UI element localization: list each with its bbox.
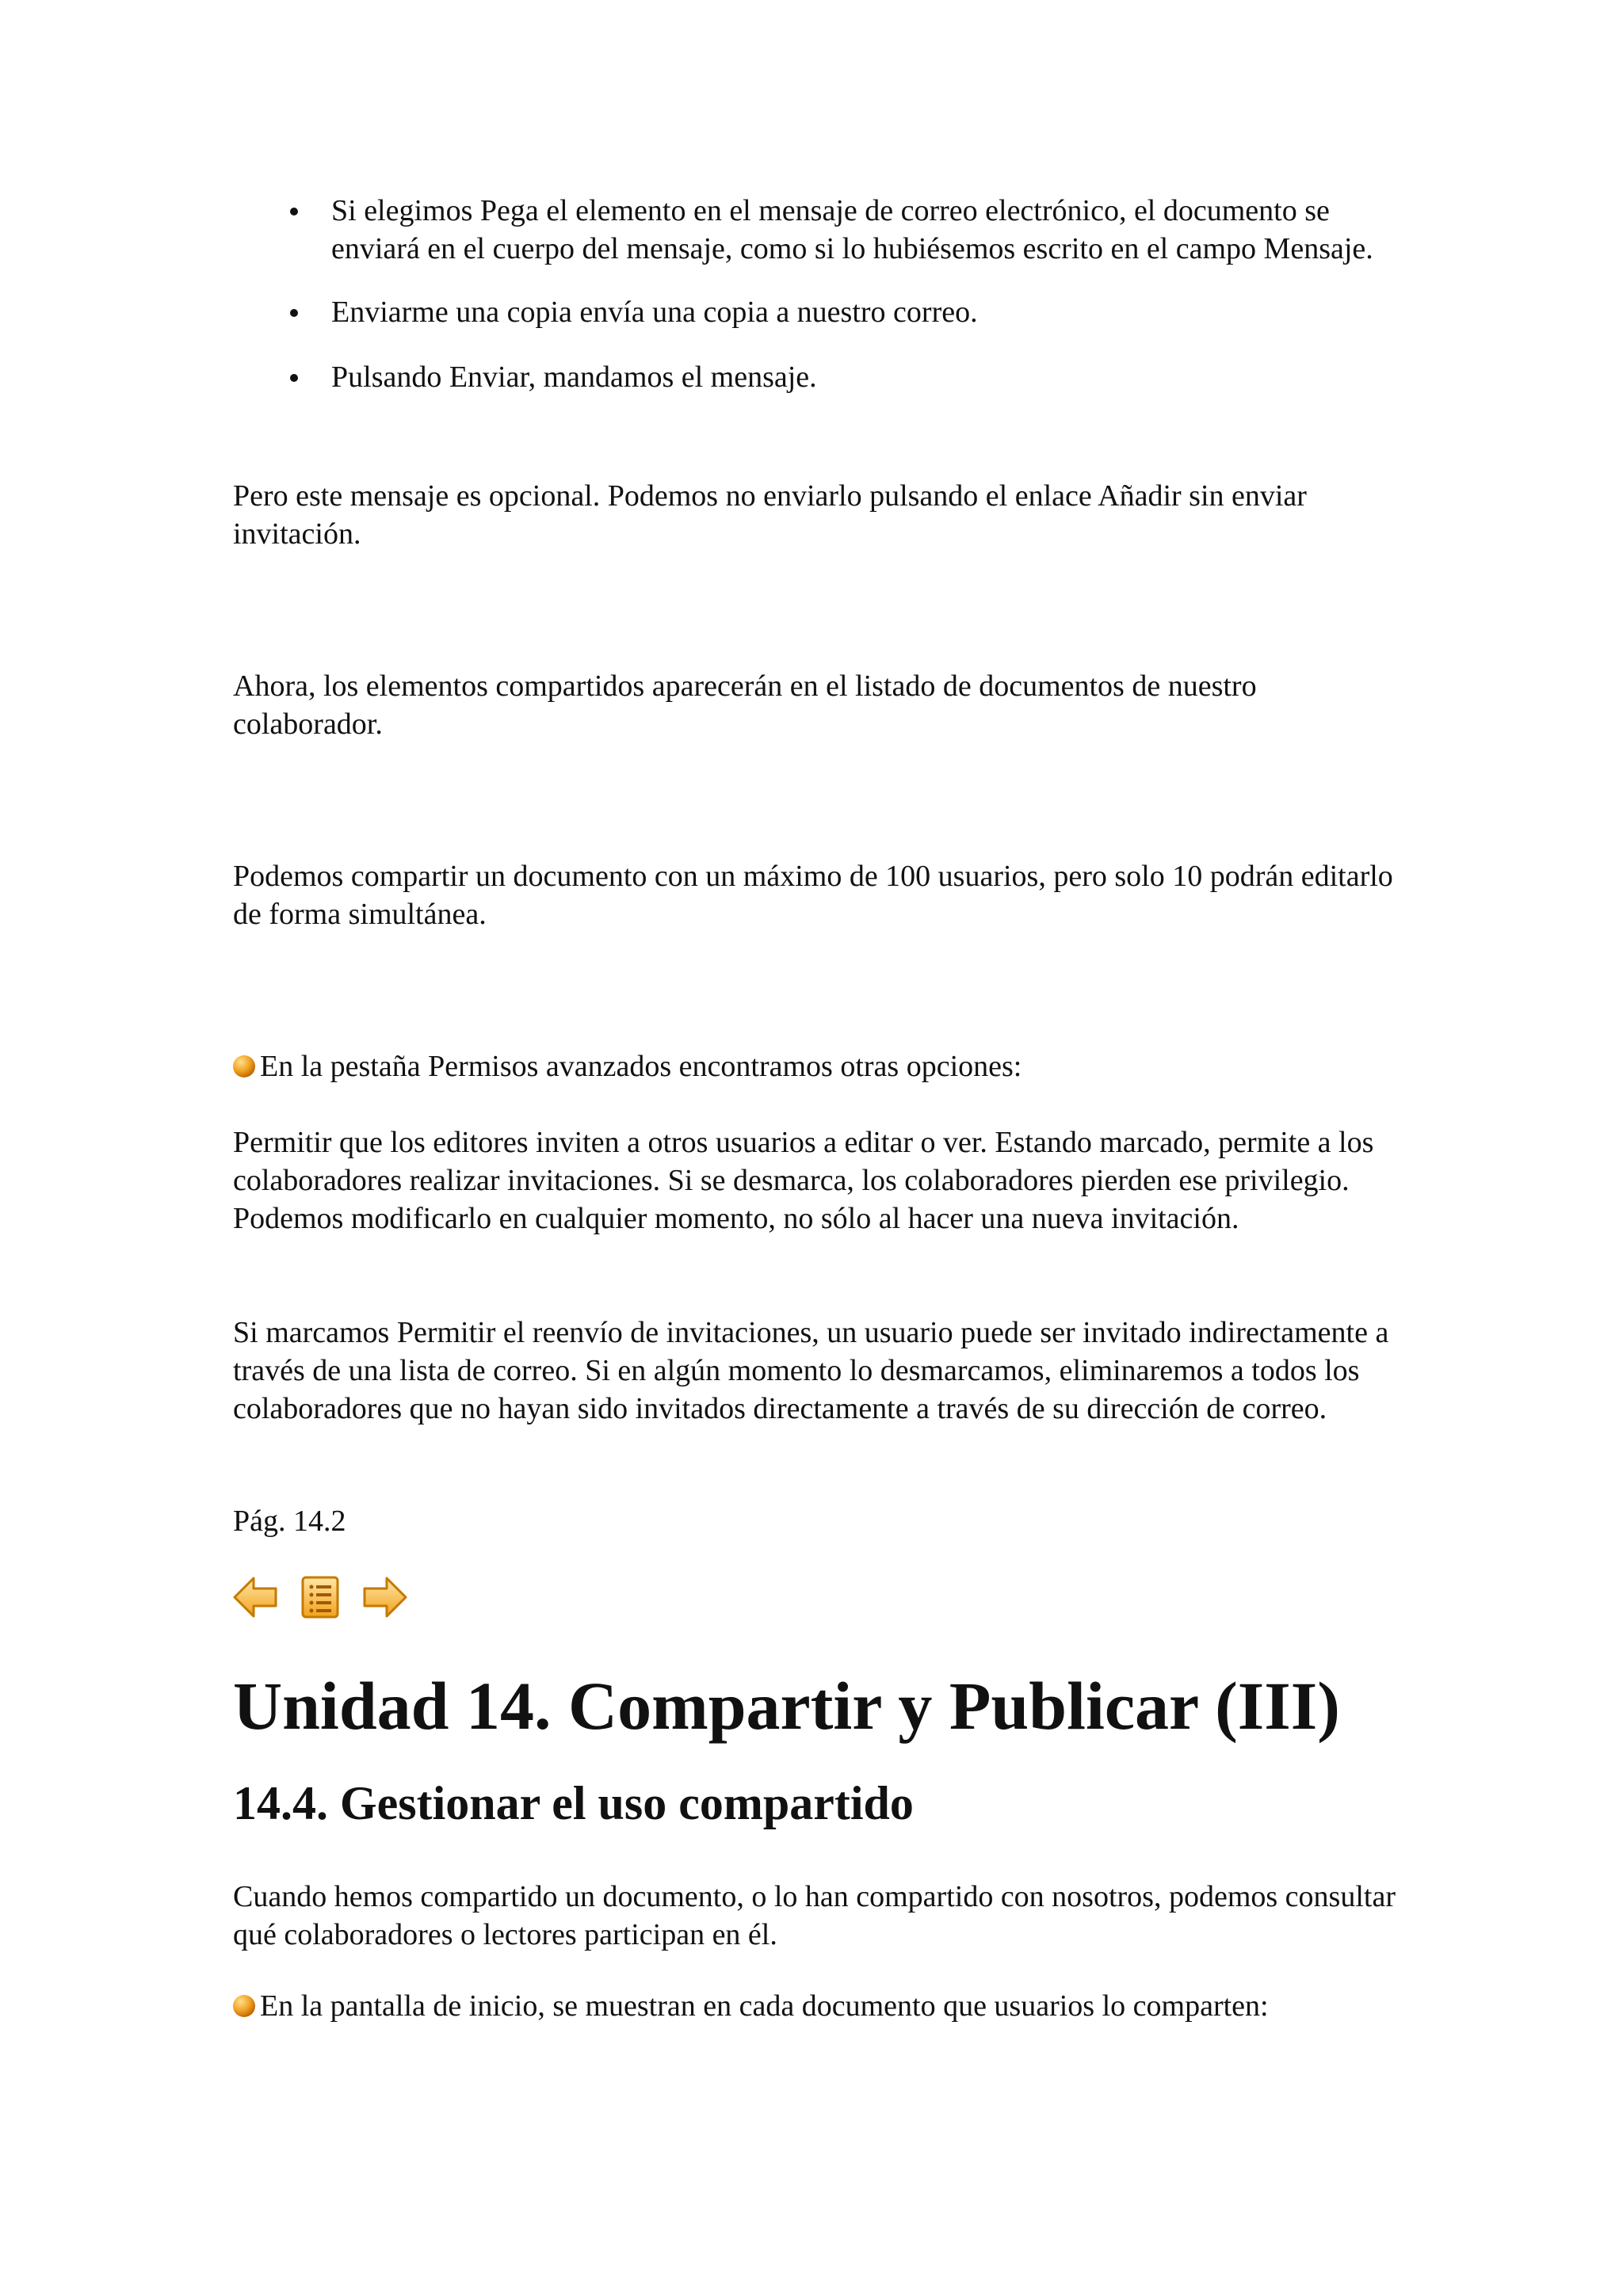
page-navigation <box>231 1572 409 1623</box>
left-arrow-icon[interactable] <box>231 1573 279 1621</box>
orange-bullet-icon <box>233 1995 255 2017</box>
right-arrow-icon[interactable] <box>361 1573 409 1621</box>
advanced-tab-text: En la pestaña Permisos avanzados encontramos otras opciones: <box>260 1050 1022 1083</box>
orange-bullet-icon <box>233 1055 255 1077</box>
home-screen-text: En la pantalla de inicio, se muestran en cada documento que usuarios lo comparten: <box>260 1989 1269 2023</box>
section-title: 14.4. Gestionar el uso compartido <box>233 1777 914 1829</box>
paragraph-advanced-tab <box>233 1047 1406 1085</box>
paragraph-intro: Cuando hemos compartido un documento, o lo han compartido con nosotros, podemos consultar qué colaboradores o lectores participan en él. <box>233 1880 1396 1951</box>
bullet-item: Enviarme una copia envía una copia a nuestro correo. <box>233 293 1406 331</box>
unit-title: Unidad 14. Compartir y Publicar (III) <box>233 1668 1340 1744</box>
options-bullet-list <box>233 192 1406 396</box>
paragraph-max-users: Podemos compartir un documento con un máximo de 100 usuarios, pero solo 10 podrán editarlo de forma simultánea. <box>233 860 1393 931</box>
paragraph-forwarding: Si marcamos Permitir el reenvío de invitaciones, un usuario puede ser invitado indirectamente a través de una lista de correo. Si en algún momento lo desmarcamos, eliminaremos a todos los colaboradores que no hayan sido invitados directamente a través de su dirección de correo. <box>233 1316 1389 1425</box>
paragraph-home-screen <box>233 1987 1406 2025</box>
bullet-item: Si elegimos Pega el elemento en el mensaje de correo electrónico, el documento se enviará en el cuerpo del mensaje, como si lo hubiésemos escrito en el campo Mensaje. <box>233 192 1406 268</box>
list-index-icon[interactable] <box>296 1573 344 1621</box>
bullet-item: Pulsando Enviar, mandamos el mensaje. <box>233 358 1406 396</box>
paragraph-optional-message: Pero este mensaje es opcional. Podemos no enviarlo pulsando el enlace Añadir sin enviar invitación. <box>233 479 1307 551</box>
paragraph-allow-editors: Permitir que los editores inviten a otros usuarios a editar o ver. Estando marcado, permite a los colaboradores realizar invitaciones. Si se desmarca, los colaboradores pierden ese privilegio. Podemos modificarlo en cualquier momento, no sólo al hacer una nueva invitación. <box>233 1126 1374 1235</box>
paragraph-shared-list: Ahora, los elementos compartidos aparecerán en el listado de documentos de nuestro colaborador. <box>233 669 1257 741</box>
page-number: Pág. 14.2 <box>233 1505 346 1538</box>
